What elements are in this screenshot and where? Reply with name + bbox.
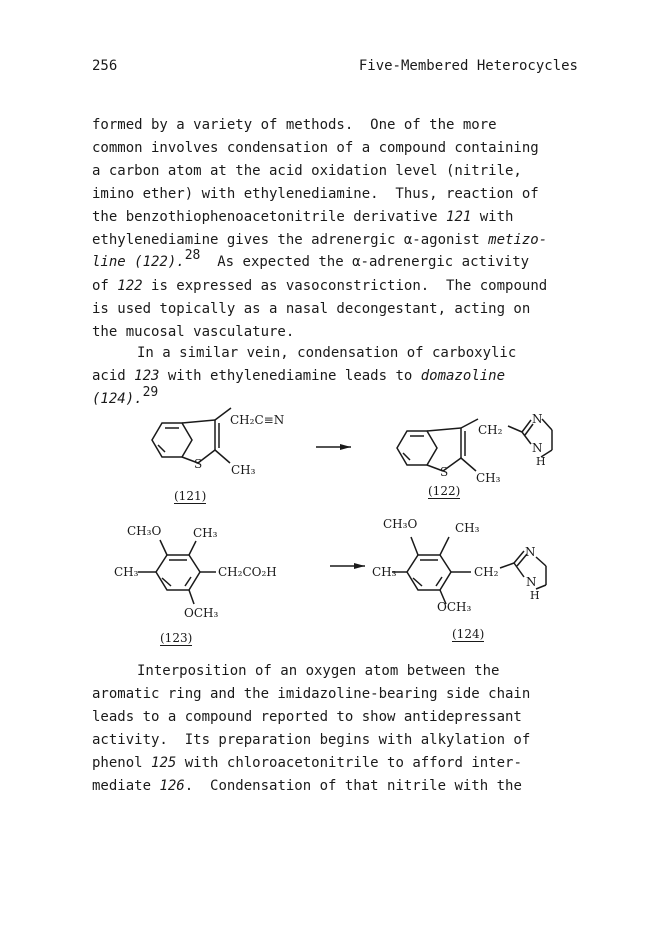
text-line: Interposition of an oxygen atom between the xyxy=(137,663,500,679)
text-line: the mucosal vasculature. xyxy=(92,324,295,341)
text-line: activity. Its preparation begins with alkylation of xyxy=(92,731,531,748)
text-line: common involves condensation of a compound containing xyxy=(92,139,539,156)
compound-label-121: (121) xyxy=(174,489,207,503)
text-line: acid 123 with ethylenediamine leads to domazoline xyxy=(92,367,506,384)
group-ch2co2h: CH₂CO₂H xyxy=(218,565,277,579)
atom-h: H xyxy=(530,589,540,602)
running-title: Five-Membered Heterocycles xyxy=(358,58,578,74)
text-line: of 122 is expressed as vasoconstriction. The compound xyxy=(92,278,548,295)
compound-label-122: (122) xyxy=(428,484,461,498)
compound-ref: 126 xyxy=(159,777,185,794)
compound-label-123: (123) xyxy=(160,631,193,645)
structure-124 xyxy=(392,537,546,604)
drug-name: line (122). xyxy=(92,254,185,271)
structure-123 xyxy=(138,540,216,604)
text-line: the benzothiophenoacetonitrile derivative 121 with xyxy=(92,208,514,225)
page-number: 256 xyxy=(92,58,118,74)
atom-s: S xyxy=(440,465,449,479)
group-ch3: CH₃ xyxy=(193,526,218,540)
text-line: is used topically as a nasal decongestant, acting on xyxy=(92,301,531,318)
drug-name: domazoline xyxy=(420,367,506,384)
group-ch3: CH₃ xyxy=(114,565,139,579)
text-line: In a similar vein, condensation of carboxylic xyxy=(137,345,517,361)
atom-h: H xyxy=(536,455,546,468)
atom-n: N xyxy=(532,412,543,426)
citation: 29 xyxy=(142,384,159,400)
group-ch2cn: CH₂C≡N xyxy=(230,413,285,427)
group-ch3: CH₃ xyxy=(455,521,480,535)
compound-label-124: (124) xyxy=(452,627,485,641)
group-ch3o: CH₃O xyxy=(127,524,162,538)
compound-ref: 122 xyxy=(117,278,143,295)
text-line: imino ether) with ethylenediamine. Thus, reaction of xyxy=(92,185,539,202)
structure-121 xyxy=(152,408,231,463)
text-line: line (122).28 As expected the α-adrenergic activity xyxy=(92,248,530,271)
compound-ref: (124). xyxy=(92,390,143,407)
text-line: mediate 126. Condensation of that nitrile with the xyxy=(92,777,522,794)
group-ch3: CH₃ xyxy=(476,471,501,485)
group-ch2: CH₂ xyxy=(478,423,503,437)
text-line: a carbon atom at the acid oxidation level (nitrile, xyxy=(92,162,522,179)
drug-name: metizo- xyxy=(488,231,548,248)
group-ch2: CH₂ xyxy=(474,565,499,579)
atom-s: S xyxy=(194,457,203,471)
text-line: phenol 125 with chloroacetonitrile to afford inter- xyxy=(92,754,522,771)
paragraph-3 xyxy=(92,660,592,797)
group-och3: OCH₃ xyxy=(184,606,219,620)
group-ch3: CH₃ xyxy=(231,463,256,477)
text-line: ethylenediamine gives the adrenergic α-agonist metizo- xyxy=(92,231,548,248)
group-ch3o: CH₃O xyxy=(383,517,418,531)
group-ch3: CH₃ xyxy=(372,565,397,579)
citation: 28 xyxy=(184,248,201,264)
text-line: formed by a variety of methods. One of the more xyxy=(92,117,497,133)
atom-n: N xyxy=(525,545,536,559)
atom-n: N xyxy=(532,441,543,455)
text-line: leads to a compound reported to show antidepressant xyxy=(92,708,522,725)
compound-ref: 123 xyxy=(134,367,160,384)
structure-122 xyxy=(397,419,552,471)
group-och3: OCH₃ xyxy=(437,600,472,614)
compound-ref: 121 xyxy=(446,208,472,225)
atom-n: N xyxy=(526,575,537,589)
compound-ref: 125 xyxy=(151,754,177,771)
text-line: aromatic ring and the imidazoline-bearing side chain xyxy=(92,685,531,702)
